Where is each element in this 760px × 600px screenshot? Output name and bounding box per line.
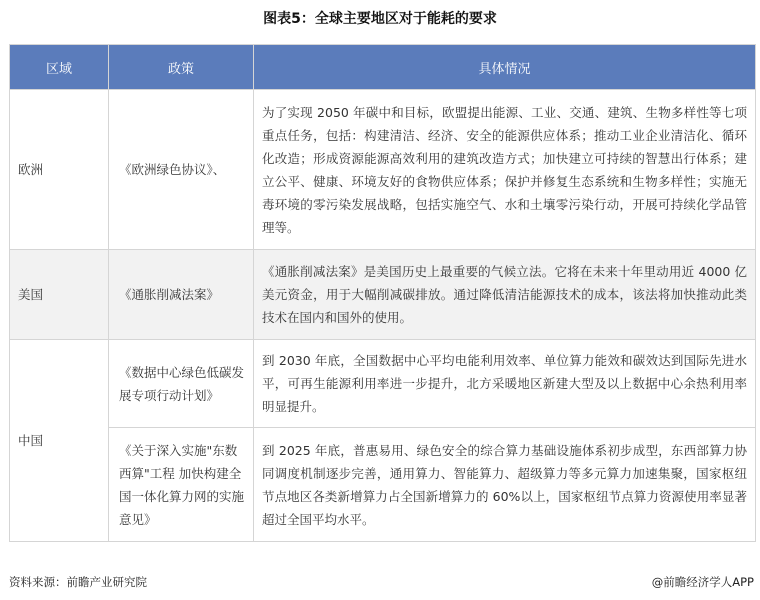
detail-cell: 到 2030 年底，全国数据中心平均电能利用效率、单位算力能效和碳效达到国际先进水平，可再生能源利用率进一步提升，北方采暖地区新建大型及以上数据中心余热利用率明显提升。 (254, 340, 756, 428)
detail-cell: 《通胀削减法案》是美国历史上最重要的气候立法。它将在未来十年里动用近 4000 亿美元资金，用于大幅削减碳排放。通过降低清洁能源技术的成本，该法将加快推动此类技术在国内和国外的使用。 (254, 250, 756, 340)
detail-cell: 为了实现 2050 年碳中和目标，欧盟提出能源、工业、交通、建筑、生物多样性等七项重点任务，包括：构建清洁、经济、安全的能源供应体系；推动工业企业清洁化、循环化改造；形成资源能源高效利用的建筑改造方式；加快建立可持续的智慧出行体系；建立公平、健康、环境友好的食物供应体系；保护并修复生态系统和生物多样性；实施无毒环境的零污染发展战略，包括实施空气、水和土壤零污染行动，开展可持续化学品管理等。 (254, 90, 756, 250)
table-row-china-1 (10, 340, 756, 428)
region-cell: 欧洲 (10, 90, 109, 250)
policy-cell: 《数据中心绿色低碳发展专项行动计划》 (109, 340, 254, 428)
table-row-china-2 (10, 428, 756, 542)
energy-policy-table (9, 44, 756, 542)
source-note: 资料来源：前瞻产业研究院 (9, 575, 147, 589)
region-cell: 美国 (10, 250, 109, 340)
detail-cell: 到 2025 年底，普惠易用、绿色安全的综合算力基础设施体系初步成型，东西部算力协同调度机制逐步完善，通用算力、智能算力、超级算力等多元算力加速集聚，国家枢纽节点地区各类新增算力占全国新增算力的 60%以上，国家枢纽节点算力资源使用率显著超过全国平均水平。 (254, 428, 756, 542)
header-policy: 政策 (109, 45, 254, 90)
policy-cell: 《关于深入实施"东数西算"工程 加快构建全国一体化算力网的实施意见》 (109, 428, 254, 542)
table-row-europe (10, 90, 756, 250)
table-header-row (10, 45, 756, 90)
header-region: 区域 (10, 45, 109, 90)
policy-cell: 《欧洲绿色协议》、 (109, 90, 254, 250)
brand-credit: @前瞻经济学人APP (651, 575, 754, 589)
policy-cell: 《通胀削减法案》 (109, 250, 254, 340)
region-cell: 中国 (10, 340, 109, 542)
figure-title: 图表5：全球主要地区对于能耗的要求 (263, 11, 497, 27)
header-detail: 具体情况 (254, 45, 756, 90)
table-row-usa (10, 250, 756, 340)
